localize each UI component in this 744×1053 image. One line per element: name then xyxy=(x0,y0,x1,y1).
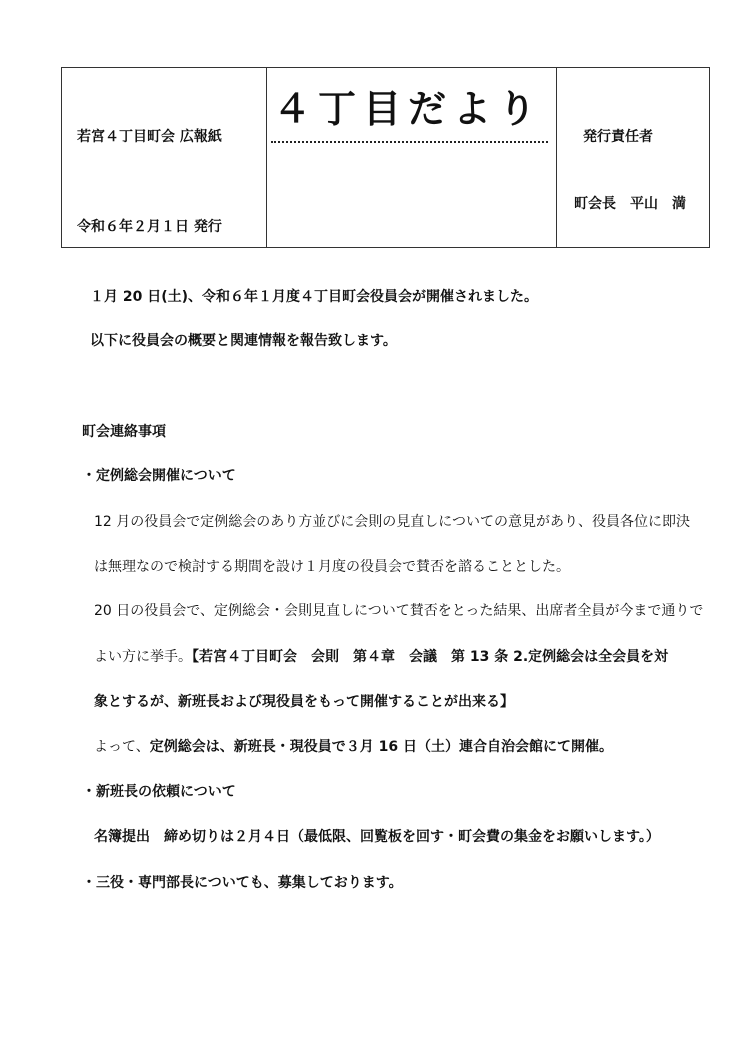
item-1-plain-text: よい方に挙手。 xyxy=(94,649,192,665)
item-1-paragraph-2-line-2 xyxy=(94,648,668,666)
publisher-label: 発行責任者 xyxy=(583,129,653,145)
item-1-paragraph-1-line-1: 12 月の役員会で定例総会のあり方並びに会則の見直しについての意見があり、役員各位に即決 xyxy=(94,514,690,530)
newsletter-title: ４丁目だより xyxy=(273,87,544,131)
publisher-name: 町会長 平山 満 xyxy=(574,196,686,212)
item-1-paragraph-1-line-2: は無理なので検討する期間を設け１月度の役員会で賛否を諮ることとした。 xyxy=(94,559,570,575)
general-meeting-notice: 定例総会は、新班長・現役員で３月 16 日（土）連合自治会館にて開催。 xyxy=(149,739,613,755)
masthead-divider-right xyxy=(556,68,557,247)
item-2-heading: ・新班長の依頼について xyxy=(82,784,236,800)
masthead-divider-left xyxy=(266,68,267,247)
issue-date-line: 令和６年２月１日 発行 xyxy=(77,219,222,235)
item-1-paragraph-2-line-1: 20 日の役員会で、定例総会・会則見直しについて賛否をとった結果、出席者全員が今まで通りで xyxy=(94,603,704,619)
intro-line-1: １月 20 日(土)、令和６年１月度４丁目町会役員会が開催されました。 xyxy=(90,289,539,305)
intro-line-2: 以下に役員会の概要と関連情報を報告致します。 xyxy=(90,333,397,349)
bylaw-quote-start: 【若宮４丁目町会 会則 第４章 会議 第 13 条 2.定例総会は全会員を対 xyxy=(192,649,669,665)
item-2-paragraph: 名簿提出 締め切りは２月４日（最低限、回覧板を回す・町会費の集金をお願いします。） xyxy=(94,829,660,845)
organization-line: 若宮４丁目町会 広報紙 xyxy=(77,129,222,145)
item-1-paragraph-3 xyxy=(94,738,613,756)
section-heading: 町会連絡事項 xyxy=(82,424,166,440)
item-1-conclusion-lead: よって、 xyxy=(94,739,150,755)
bylaw-quote-end: 象とするが、新班長および現役員をもって開催することが出来る】 xyxy=(94,694,514,710)
item-1-heading: ・定例総会開催について xyxy=(82,468,236,484)
title-dotted-underline xyxy=(271,141,548,143)
item-3-heading: ・三役・専門部長についても、募集しております。 xyxy=(82,875,403,891)
